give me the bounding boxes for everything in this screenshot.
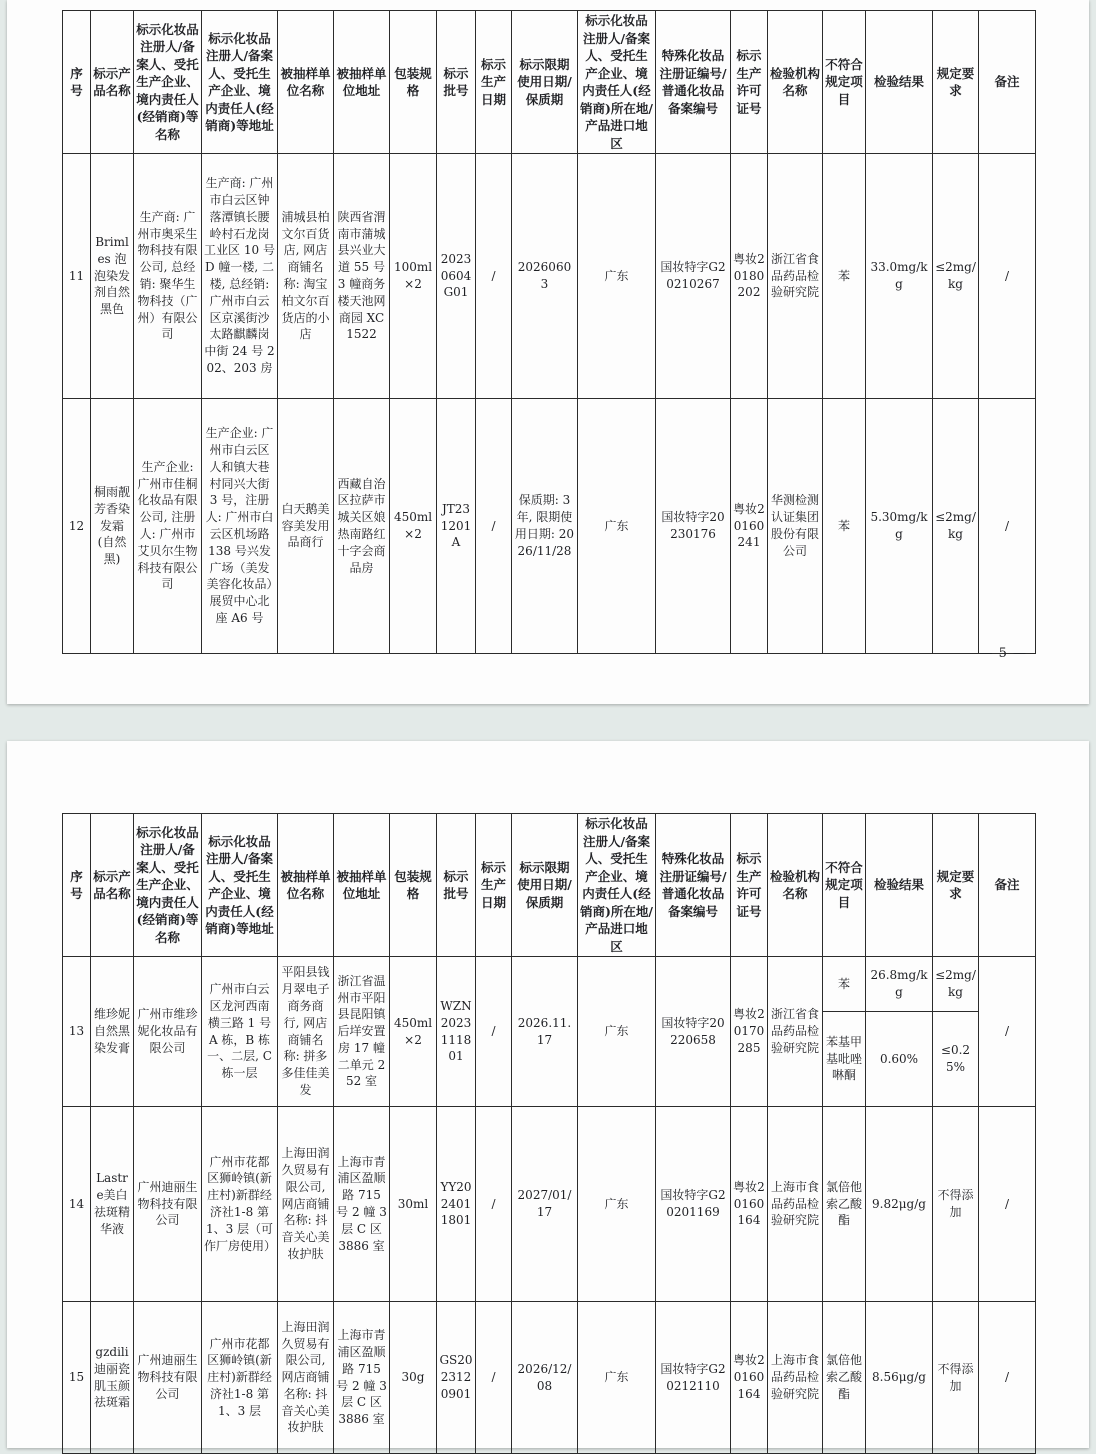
table-cell: 陕西省渭南市蒲城县兴业大道 55 号 3 幢商务楼天池网商园 XC1522 [334,154,390,399]
header-cell: 标示化妆品注册人/备案人、受托生产企业、境内责任人(经销商)等名称 [134,11,202,154]
table-cell: 广州市白云区龙河西南横三路 1 号 A 栋，B 栋一、二层, C 栋一层 [202,957,278,1107]
table-cell: 20230604G01 [437,154,476,399]
header-cell: 标示产品名称 [91,11,134,154]
header-cell: 特殊化妆品注册证编号/普通化妆品备案编号 [656,11,731,154]
table-row [63,957,1036,1012]
header-cell: 检验机构名称 [768,814,823,957]
table-cell: 26.8mg/kg [866,957,933,1012]
header-cell: 标示批号 [437,11,476,154]
header-cell: 标示生产许可证号 [731,11,768,154]
table-cell: 上海田润久贸易有限公司, 网店商铺名称: 抖音关心美妆护肤 [278,1107,334,1302]
header-cell: 标示化妆品注册人/备案人、受托生产企业、境内责任人(经销商)等名称 [134,814,202,957]
header-cell: 不符合规定项目 [823,814,866,957]
table-cell: 广州市花都区狮岭镇(新庄村)新群经济社1-8 第 1、3 层（可作厂房使用） [202,1107,278,1302]
table-row [63,1302,1036,1454]
table-cell: 国妆特字20230176 [656,399,731,654]
table-cell: 浙江省食品药品检验研究院 [768,957,823,1107]
table-cell: 广州市花都区狮岭镇(新庄村)新群经济社1-8 第 1、3 层 [202,1302,278,1454]
header-cell: 被抽样单位地址 [334,11,390,154]
table-cell: 国妆特字G20201169 [656,1107,731,1302]
header-cell: 序号 [63,814,91,957]
table-cell: 浦城县柏文尔百货店, 网店商铺名称: 淘宝柏文尔百货店的小店 [278,154,334,399]
table-cell: / [979,957,1036,1107]
table-cell: Lastre美白祛斑精华液 [91,1107,134,1302]
header-cell: 特殊化妆品注册证编号/普通化妆品备案编号 [656,814,731,957]
table-cell: 苯 [823,399,866,654]
table-cell: 国妆特字20220658 [656,957,731,1107]
table-cell: 上海田润久贸易有限公司, 网店商铺名称: 抖音关心美妆护肤 [278,1302,334,1454]
header-cell: 序号 [63,11,91,154]
table-cell: 2027/01/17 [512,1107,578,1302]
table-cell: 粤妆20160241 [731,399,768,654]
table-cell: 白天鹅美容美发用品商行 [278,399,334,654]
table-cell: 平阳县钱月翠电子商务商行, 网店商铺名称: 拼多多佳佳美发 [278,957,334,1107]
header-cell: 标示批号 [437,814,476,957]
table-cell: 5.30mg/kg [866,399,933,654]
table-cell: 14 [63,1107,91,1302]
table-cell: / [476,154,512,399]
table-cell: 上海市食品药品检验研究院 [768,1302,823,1454]
table-cell: JT231201A [437,399,476,654]
header-cell: 包装规格 [390,11,437,154]
header-cell: 标示产品名称 [91,814,134,957]
header-cell: 不符合规定项目 [823,11,866,154]
header-cell: 标示化妆品注册人/备案人、受托生产企业、境内责任人(经销商)所在地/产品进口地区 [578,11,656,154]
header-cell: 备注 [979,814,1036,957]
table-cell: ≤2mg/kg [933,399,979,654]
table-cell: 苯 [823,154,866,399]
table-cell: / [979,399,1036,654]
table-cell: 450ml×2 [390,399,437,654]
page-number: — 5 — [979,646,1027,661]
table-cell: 广州市维珍妮化妆品有限公司 [134,957,202,1107]
table-cell: 100ml×2 [390,154,437,399]
table-cell: 9.82μg/g [866,1107,933,1302]
table-cell: / [979,1302,1036,1454]
table-cell: 生产企业: 广州市佳桐化妆品有限公司, 注册人: 广州市艾贝尔生物科技有限公司 [134,399,202,654]
table-cell: 450ml×2 [390,957,437,1107]
document-page-5 [7,0,1089,704]
header-cell: 标示限期使用日期/保质期 [512,11,578,154]
table-cell: / [476,399,512,654]
header-cell: 规定要求 [933,814,979,957]
table-cell: 广东 [578,957,656,1107]
table-cell: / [476,957,512,1107]
table-cell: 粤妆20180202 [731,154,768,399]
header-cell: 备注 [979,11,1036,154]
table-cell: 氯倍他索乙酸酯 [823,1302,866,1454]
table-cell: 30ml [390,1107,437,1302]
table-row [63,399,1036,654]
table-cell: GS2023120901 [437,1302,476,1454]
header-cell: 被抽样单位名称 [278,11,334,154]
table-cell: ≤0.25% [933,1012,979,1107]
table-cell: 粤妆20170285 [731,957,768,1107]
table-cell: gzdili迪丽瓷肌玉颜祛斑霜 [91,1302,134,1454]
table-cell: Brimles 泡泡染发剂自然黑色 [91,154,134,399]
header-cell: 标示化妆品注册人/备案人、受托生产企业、境内责任人(经销商)等地址 [202,11,278,154]
table-cell: ≤2mg/kg [933,154,979,399]
header-row [63,11,1036,154]
table-cell: 上海市青浦区盈顺路 715 号 2 幢 3 层 C 区 3886 室 [334,1302,390,1454]
table-cell: 浙江省温州市平阳县昆阳镇后垟安置房 17 幢二单元 252 室 [334,957,390,1107]
table-cell: 粤妆20160164 [731,1107,768,1302]
table-row [63,154,1036,399]
inspection-table-page5 [62,10,1036,654]
header-cell: 检验结果 [866,814,933,957]
table-cell: 生产商: 广州市白云区钟落潭镇长腰岭村石龙岗工业区 10 号 D 幢一楼, 二楼, 总经销: 广州市白云区京溪街沙太路麒麟岗中街 24 号 202、203 房 [202,154,278,399]
table-cell: ≤2mg/kg [933,957,979,1012]
table-cell: 2026.11.17 [512,957,578,1107]
table-cell: 0.60% [866,1012,933,1107]
table-cell: / [476,1107,512,1302]
table-cell: 华测检测认证集团股份有限公司 [768,399,823,654]
table-cell: / [979,154,1036,399]
table-cell: 2026/12/08 [512,1302,578,1454]
table-cell: / [979,1107,1036,1302]
header-cell: 规定要求 [933,11,979,154]
table-cell: 30g [390,1302,437,1454]
header-cell: 包装规格 [390,814,437,957]
header-row [63,814,1036,957]
table-cell: 广州迪丽生物科技有限公司 [134,1107,202,1302]
document-page-6 [7,741,1089,1448]
table-cell: 15 [63,1302,91,1454]
table-cell: 苯 [823,957,866,1012]
table-cell: 苯基甲基吡唑啉酮 [823,1012,866,1107]
table-cell: 广东 [578,154,656,399]
table-cell: 不得添加 [933,1302,979,1454]
table-cell: 西藏自治区拉萨市城关区娘热南路红十字会商品房 [334,399,390,654]
header-cell: 标示生产许可证号 [731,814,768,957]
table-cell: 33.0mg/kg [866,154,933,399]
table-cell: 粤妆20160164 [731,1302,768,1454]
table-cell: 维珍妮自然黑染发膏 [91,957,134,1107]
table-cell: 上海市青浦区盈顺路 715 号 2 幢 3 层 C 区 3886 室 [334,1107,390,1302]
table-row [63,1107,1036,1302]
table-cell: WZN2023111801 [437,957,476,1107]
table-cell: 广东 [578,1107,656,1302]
table-cell: 广东 [578,1302,656,1454]
table-cell: 氯倍他索乙酸酯 [823,1107,866,1302]
table-cell: 浙江省食品药品检验研究院 [768,154,823,399]
table-cell: 桐雨靓芳香染发霜(自然黑) [91,399,134,654]
table-cell: 8.56μg/g [866,1302,933,1454]
table-cell: 13 [63,957,91,1107]
table-cell: 保质期: 3年, 限期使用日期: 2026/11/28 [512,399,578,654]
table-cell: 广东 [578,399,656,654]
table-cell: YY2024011801 [437,1107,476,1302]
table-cell: 12 [63,399,91,654]
table-cell: 国妆特字G20212110 [656,1302,731,1454]
header-cell: 标示限期使用日期/保质期 [512,814,578,957]
header-cell: 检验机构名称 [768,11,823,154]
table-cell: 生产企业: 广州市白云区人和镇大巷村同兴大街 3 号，注册人: 广州市白云区机场路 138 号兴发广场（美发美容化妆品）展贸中心北座 A6 号 [202,399,278,654]
table-cell: 广州迪丽生物科技有限公司 [134,1302,202,1454]
header-cell: 标示化妆品注册人/备案人、受托生产企业、境内责任人(经销商)等地址 [202,814,278,957]
header-cell: 检验结果 [866,11,933,154]
table-cell: 国妆特字G20210267 [656,154,731,399]
inspection-table-page6 [62,813,1036,1454]
table-cell: 生产商: 广州市奥采生物科技有限公司, 总经销: 聚华生物科技（广州）有限公司 [134,154,202,399]
header-cell: 标示化妆品注册人/备案人、受托生产企业、境内责任人(经销商)所在地/产品进口地区 [578,814,656,957]
header-cell: 标示生产日期 [476,814,512,957]
header-cell: 被抽样单位名称 [278,814,334,957]
header-cell: 标示生产日期 [476,11,512,154]
header-cell: 被抽样单位地址 [334,814,390,957]
table-cell: 上海市食品药品检验研究院 [768,1107,823,1302]
table-cell: 11 [63,154,91,399]
table-cell: 不得添加 [933,1107,979,1302]
table-cell: 20260603 [512,154,578,399]
table-cell: / [476,1302,512,1454]
